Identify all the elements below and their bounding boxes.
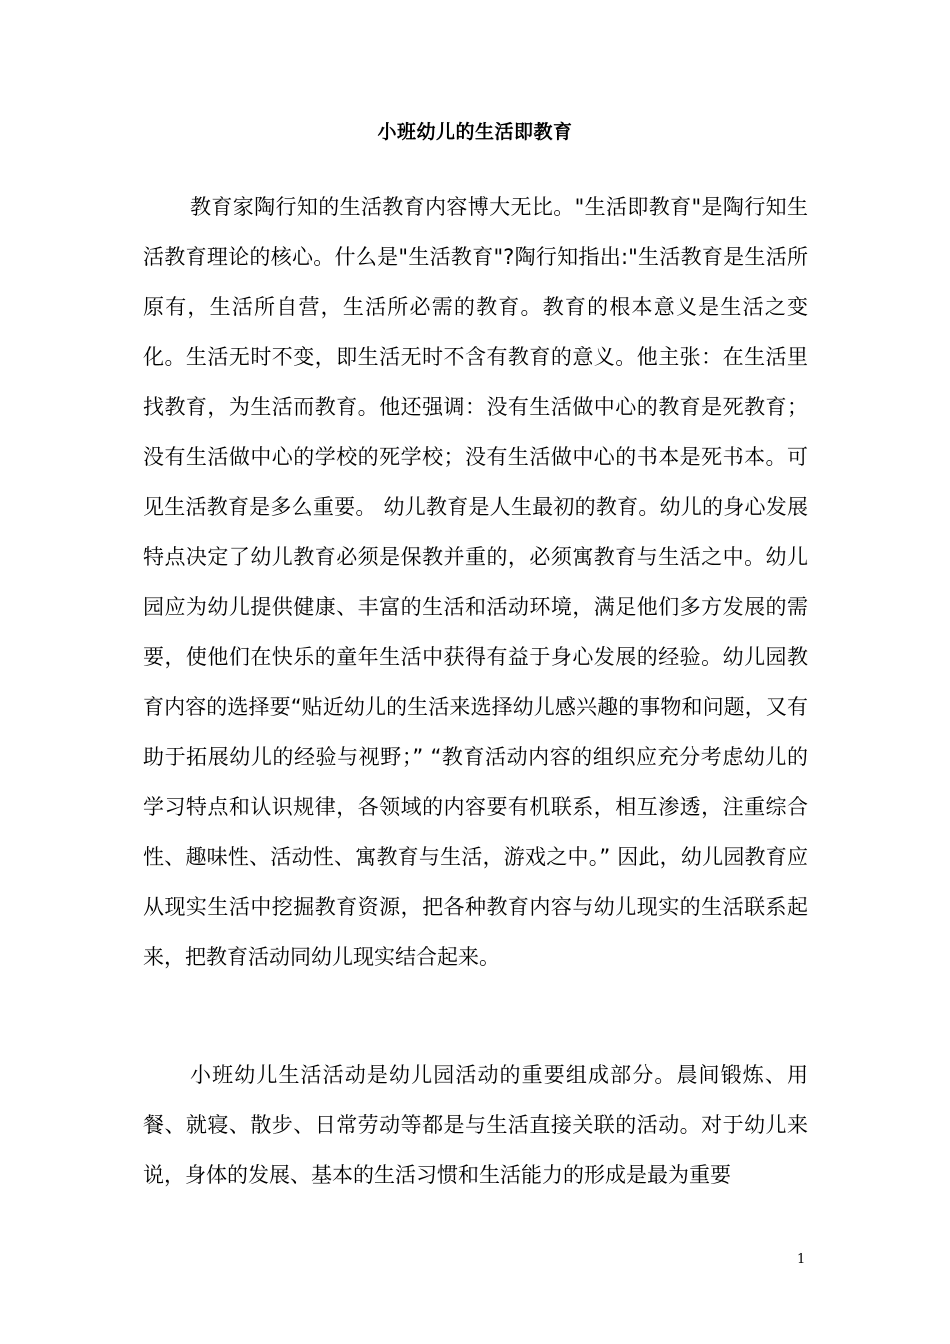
paragraph-1: 教育家陶行知的生活教育内容博大无比。"生活即教育"是陶行知生活教育理论的核心。什么是"生活教育"?陶行知指出:"生活教育是生活所原有，生活所自营，生活所必需的教育。教育的根本意义是生活之变化。生活无时不变，即生活无时不含有教育的意义。他主张：在生活里找教育，为生活而教育。他还强调：没有生活做中心的教育是死教育；没有生活做中心的学校的死学校；没有生活做中心的书本是死书本。可见生活教育是多么重要。 幼儿教育是人生最初的教育。幼儿的身心发展特点决定了幼儿教育必须是保教并重的，必须寓教育与生活之中。幼儿园应为幼儿提供健康、丰富的生活和活动环境，满足他们多方发展的需要，使他们在快乐的童年生活中获得有益于身心发展的经验。幼儿园教育内容的选择要“贴近幼儿的生活来选择幼儿感兴趣的事物和问题，又有助于拓展幼儿的经验与视野；” “教育活动内容的组织应充分考虑幼儿的学习特点和认识规律，各领域的内容要有机联系，相互渗透，注重综合性、趣味性、活动性、寓教育与生活，游戏之中。” 因此，幼儿园教育应从现实生活中挖掘教育资源，把各种教育内容与幼儿现实的生活联系起来，把教育活动同幼儿现实结合起来。 — [143, 195, 808, 969]
document-title: 小班幼儿的生活即教育 — [377, 121, 573, 143]
paragraph-2: 小班幼儿生活活动是幼儿园活动的重要组成部分。晨间锻炼、用餐、就寝、散步、日常劳动等都是与生活直接关联的活动。对于幼儿来说，身体的发展、基本的生活习惯和生活能力的形成是最为重要 — [143, 1063, 808, 1187]
page-number: 1 — [797, 1252, 806, 1267]
